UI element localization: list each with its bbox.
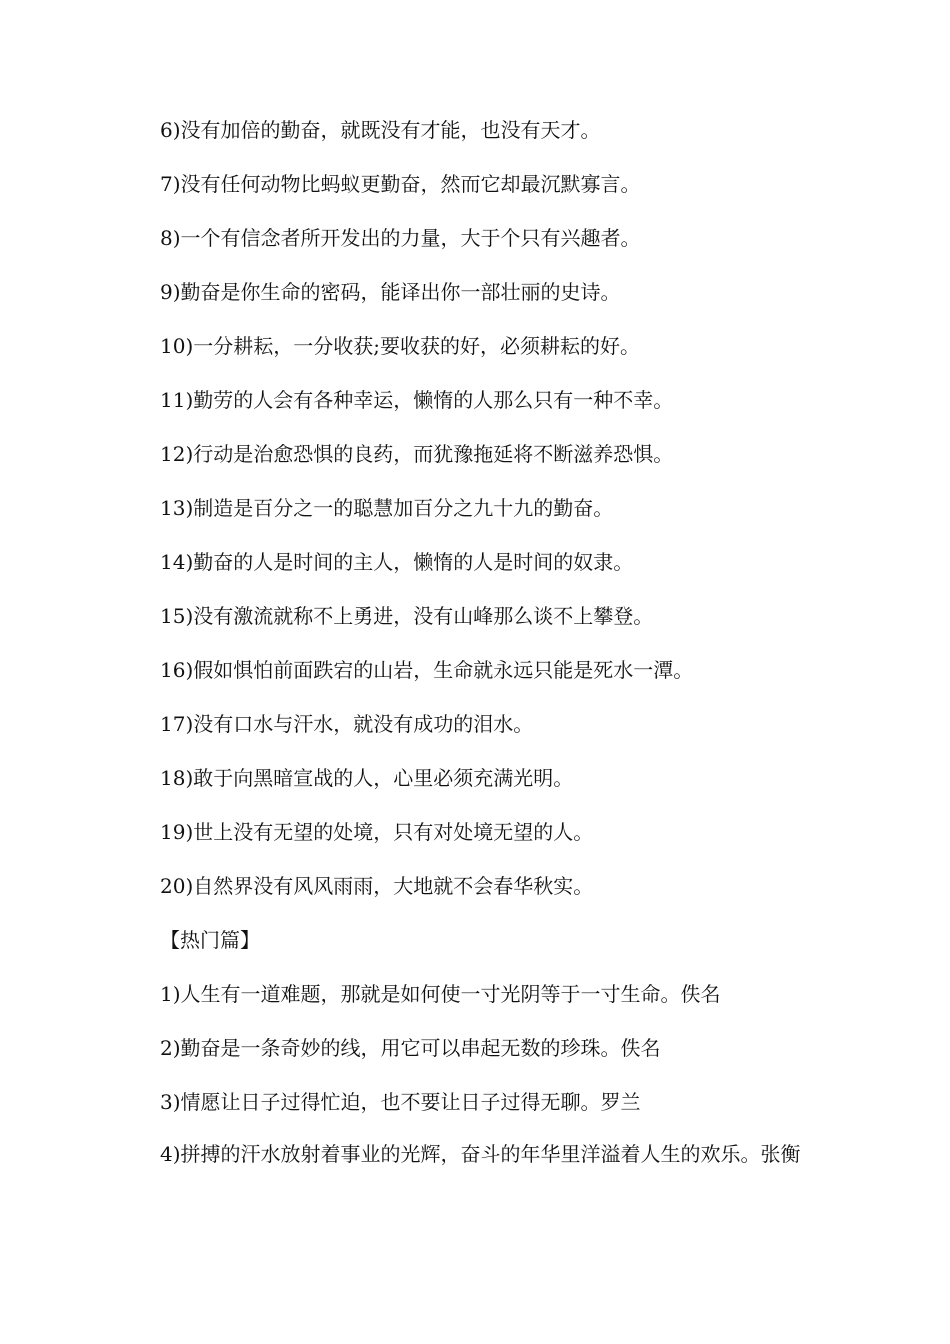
quote-paragraph-20: 20)自然界没有风风雨雨，大地就不会春华秋实。: [160, 874, 594, 898]
quote-paragraph-7: 7)没有任何动物比蚂蚁更勤奋，然而它却最沉默寡言。: [160, 172, 641, 196]
popular-quote-1: 1)人生有一道难题，那就是如何使一寸光阴等于一寸生命。佚名: [160, 982, 721, 1006]
quote-paragraph-6: 6)没有加倍的勤奋，就既没有才能，也没有天才。: [160, 118, 601, 142]
quote-paragraph-14: 14)勤奋的人是时间的主人，懒惰的人是时间的奴隶。: [160, 550, 634, 574]
section-heading-popular: 【热门篇】: [160, 928, 260, 952]
quote-paragraph-17: 17)没有口水与汗水，就没有成功的泪水。: [160, 712, 534, 736]
quote-paragraph-11: 11)勤劳的人会有各种幸运，懒惰的人那么只有一种不幸。: [160, 388, 674, 412]
popular-quote-3: 3)情愿让日子过得忙迫，也不要让日子过得无聊。罗兰: [160, 1090, 641, 1114]
quote-paragraph-10: 10)一分耕耘，一分收获;要收获的好，必须耕耘的好。: [160, 334, 640, 358]
quote-paragraph-18: 18)敢于向黑暗宣战的人，心里必须充满光明。: [160, 766, 574, 790]
quote-paragraph-19: 19)世上没有无望的处境，只有对处境无望的人。: [160, 820, 594, 844]
popular-quote-2: 2)勤奋是一条奇妙的线，用它可以串起无数的珍珠。佚名: [160, 1036, 661, 1060]
quote-paragraph-8: 8)一个有信念者所开发出的力量，大于个只有兴趣者。: [160, 226, 641, 250]
quote-paragraph-12: 12)行动是治愈恐惧的良药，而犹豫拖延将不断滋养恐惧。: [160, 442, 674, 466]
quote-paragraph-15: 15)没有激流就称不上勇进，没有山峰那么谈不上攀登。: [160, 604, 654, 628]
quote-paragraph-9: 9)勤奋是你生命的密码，能译出你一部壮丽的史诗。: [160, 280, 621, 304]
quote-paragraph-16: 16)假如惧怕前面跌宕的山岩，生命就永远只能是死水一潭。: [160, 658, 694, 682]
popular-quote-4: 4)拼搏的汗水放射着事业的光辉，奋斗的年华里洋溢着人生的欢乐。张衡: [160, 1142, 801, 1166]
quote-paragraph-13: 13)制造是百分之一的聪慧加百分之九十九的勤奋。: [160, 496, 614, 520]
document-body: [114, 108, 834, 1174]
